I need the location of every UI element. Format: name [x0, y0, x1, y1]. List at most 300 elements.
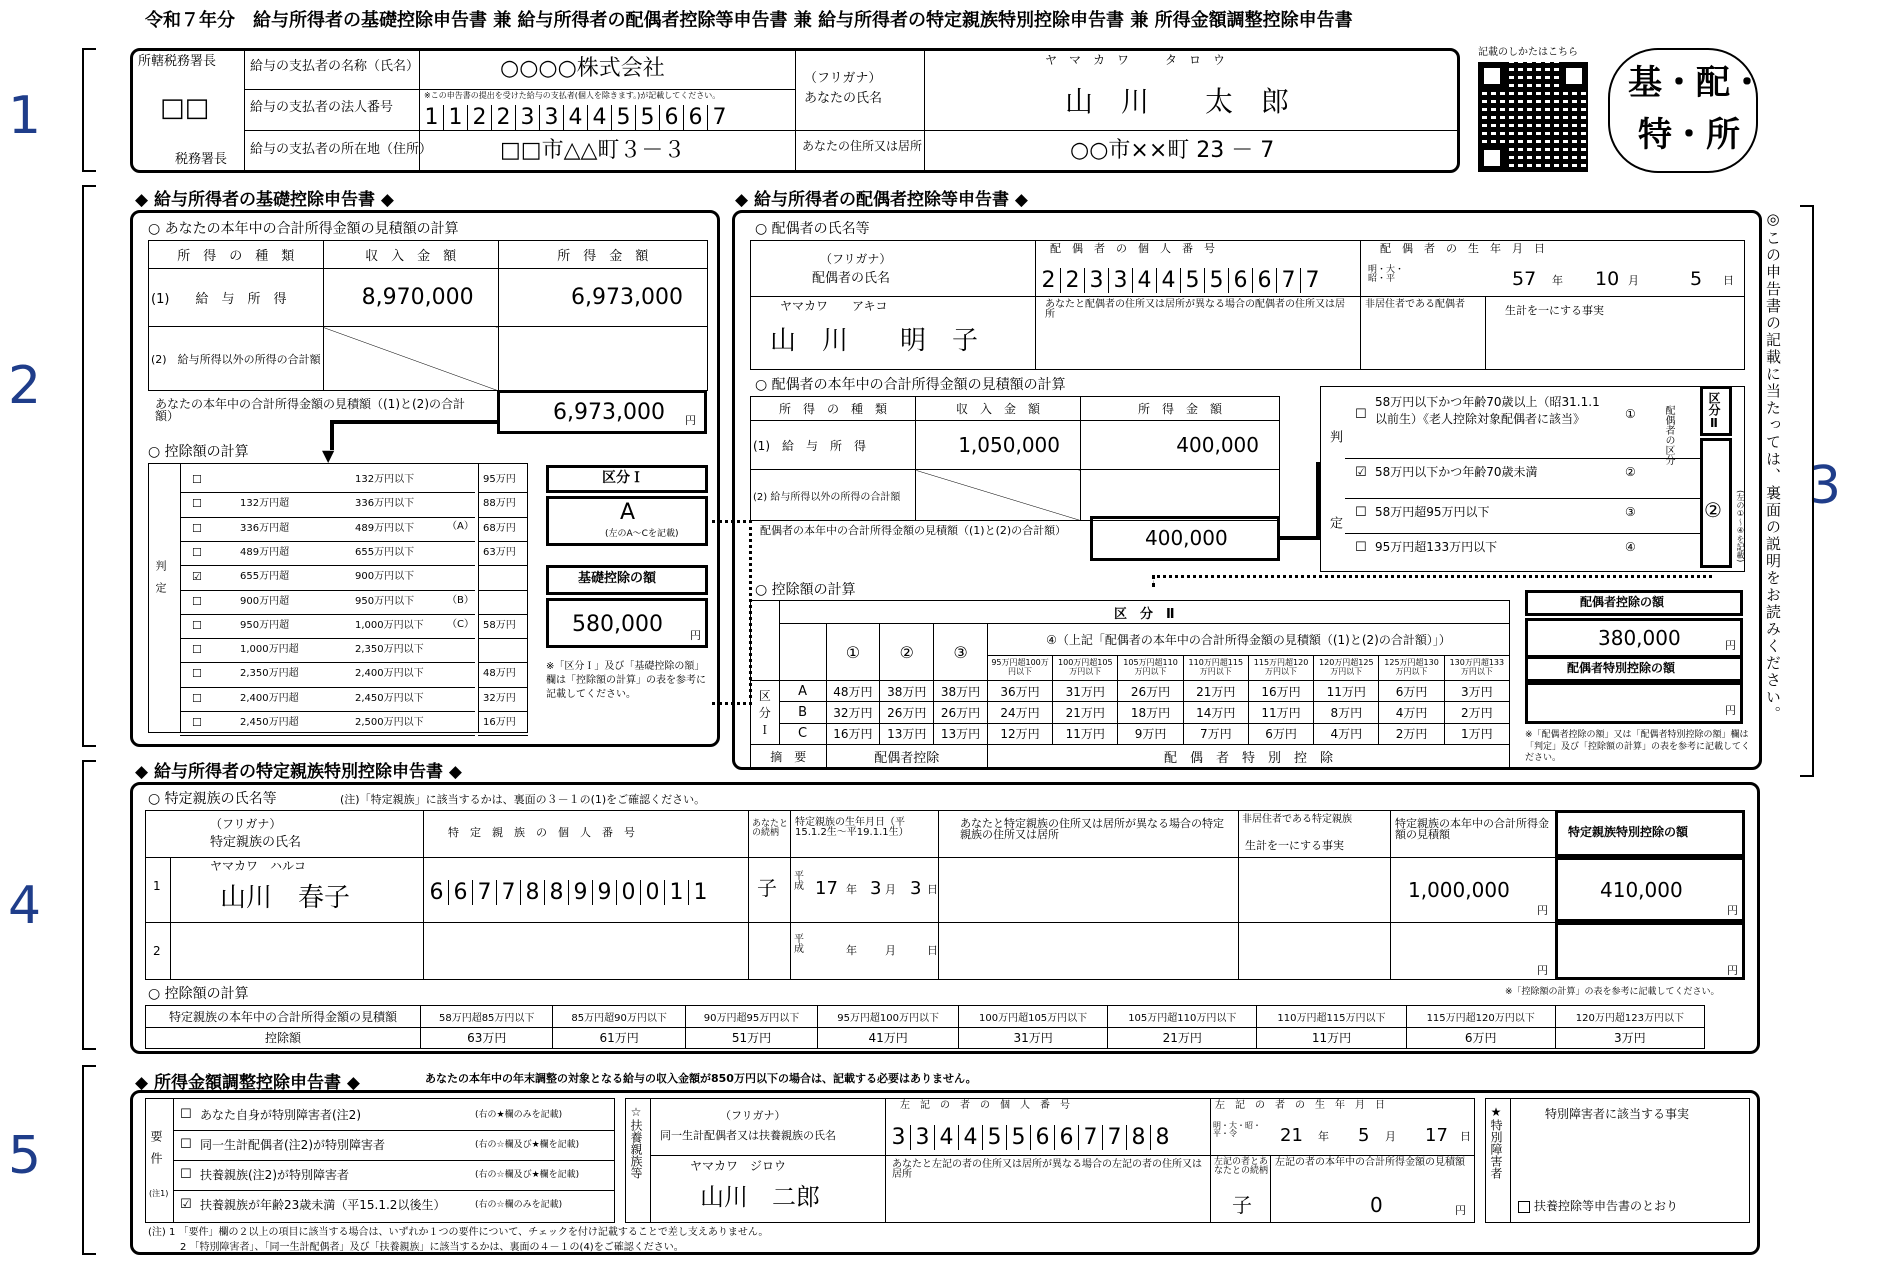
spouse-mynumber[interactable] — [1037, 268, 1357, 294]
relative-furigana-label: （フリガナ） — [210, 817, 282, 831]
spouse-calc-cell: 32万円 — [826, 702, 880, 723]
basic-range-checkbox[interactable]: ☑ — [192, 570, 202, 584]
adjust-tokubetsu-label: 特別障害者に該当する事実 — [1545, 1107, 1690, 1121]
section-number-2: 2 — [8, 356, 42, 416]
corp-digit[interactable]: 2 — [468, 105, 492, 130]
basic-range-to: 2,350万円以下 — [355, 644, 424, 656]
basic-range-amount: 58万円 — [483, 619, 516, 631]
spouse-note: ※「配偶者控除の額」又は「配偶者特別控除の額」欄は「判定」及び「控除額の計算」の表を参考に記載してください。 — [1525, 730, 1751, 764]
section-number-1: 1 — [8, 86, 42, 146]
spouse-calc-cell: 21万円 — [1053, 702, 1118, 723]
adjust-heading-note: あなたの本年中の年末調整の対象となる給与の収入金額が850万円以下の場合は、記載する必要はありません。 — [425, 1072, 977, 1085]
kiso-value[interactable]: 580,000 — [572, 612, 663, 637]
basic-class-label: （B） — [447, 595, 474, 606]
basic-heading: ◆ 給与所得者の基礎控除申告書 ◆ — [135, 190, 394, 210]
spouse-mynumber-digit[interactable]: 5 — [1181, 268, 1205, 293]
relative-addr-label: あなたと特定親族の住所又は居所が異なる場合の特定親族の住所又は居所 — [960, 817, 1224, 841]
relative-income-label: 特定親族の本年中の合計所得金額の見積額 — [1395, 817, 1549, 841]
spouse-calc-cell: 4万円 — [1314, 723, 1379, 744]
relative-r2-hi: 日 — [927, 944, 938, 957]
spouse-judge-row: 58万円以下かつ年齢70歳未満 — [1375, 465, 1538, 479]
relative-calc-amount: 41万円 — [818, 1027, 959, 1049]
payer-name-value[interactable]: ○○○○株式会社 — [500, 56, 665, 81]
basic-range-amount: 68万円 — [483, 522, 516, 534]
relative-mynumber-digit[interactable]: 0 — [617, 880, 641, 905]
relative-sub1: ○ 特定親族の氏名等 — [148, 791, 277, 807]
adjust-mynumber-digit[interactable]: 6 — [1055, 1125, 1079, 1150]
adjust-dob-month[interactable]: 5 — [1358, 1125, 1370, 1146]
basic-range-amount: 88万円 — [483, 498, 516, 510]
kubun1-label: 区分Ｉ — [602, 470, 644, 486]
kubun1-note: (左のA～Cを記載) — [605, 529, 679, 539]
relative-r1-kana[interactable]: ヤマカワ ハルコ — [210, 859, 307, 873]
spouse-calc-range: 130万円超133万円以下 — [1444, 655, 1509, 680]
adjust-dob-day[interactable]: 17 — [1425, 1125, 1448, 1146]
spouse-sub1: ○ 配偶者の氏名等 — [755, 221, 870, 237]
relative-sub1-note: (注)「特定親族」に該当するかは、裏面の３－１の(1)をご確認ください。 — [340, 793, 706, 806]
adjust-dob-year[interactable]: 21 — [1280, 1125, 1303, 1146]
basic-total-value[interactable]: 6,973,000 — [553, 400, 665, 425]
basic-range-checkbox[interactable]: ☐ — [192, 545, 202, 559]
haigusha-koujo-value[interactable]: 380,000 — [1598, 626, 1681, 650]
spouse-calc-cell: 6万円 — [1248, 723, 1313, 744]
relative-calc-range: 85万円超90万円以下 — [553, 1006, 685, 1028]
corp-digit[interactable]: 6 — [660, 105, 684, 130]
basic-range-amount: 48万円 — [483, 668, 516, 680]
basic-range-checkbox[interactable]: ☐ — [192, 473, 202, 486]
adjust-mynumber-digit[interactable]: 5 — [983, 1125, 1007, 1150]
spouse-mynumber-digit[interactable]: 2 — [1061, 268, 1085, 293]
basic-range-to: 2,400万円以下 — [355, 668, 424, 680]
adjust-req-note: (右の★欄のみを記載) — [475, 1110, 563, 1120]
spouse-calc-cell: 7万円 — [1183, 723, 1248, 744]
spouse-row1-income[interactable]: 1,050,000 — [916, 421, 1081, 470]
bracket-1 — [82, 48, 96, 172]
section-number-5: 5 — [8, 1126, 42, 1186]
adjust-mynumber-digit[interactable]: 8 — [1155, 1125, 1170, 1150]
spouse-mynumber-digit[interactable]: 6 — [1253, 268, 1277, 293]
tokubetsu-label: 配偶者特別控除の額 — [1567, 661, 1676, 675]
spouse-dob-day[interactable]: 5 — [1690, 268, 1703, 290]
adjust-dob-label: 左 記 の 者 の 生 年 月 日 — [1215, 1100, 1385, 1111]
adjust-mynumber-label: 左 記 の 者 の 個 人 番 号 — [900, 1100, 1070, 1111]
basic-range-checkbox[interactable]: ☐ — [192, 618, 202, 632]
corp-digit[interactable]: 2 — [492, 105, 516, 130]
spouse-calc-cell: 26万円 — [934, 702, 988, 723]
spouse-calc-cell: 6万円 — [1379, 681, 1444, 702]
basic-range-from: 900万円超 — [240, 595, 290, 607]
basic-note: ※「区分Ｉ」及び「基礎控除の額」欄は「控除額の計算」の表を参考に記載してください。 — [546, 661, 706, 700]
relative-calc-range: 90万円超95万円以下 — [685, 1006, 817, 1028]
spouse-calc-col4-head: ④（上記「配偶者の本年中の合計所得金額の見積額（(1)と(2)の合計額）」） — [987, 624, 1509, 656]
corp-digit[interactable]: 4 — [564, 105, 588, 130]
furigana-label: （フリガナ） — [804, 71, 882, 86]
relative-calc-amount: 63万円 — [421, 1027, 553, 1049]
spouse-calc-cell: 1万円 — [1444, 723, 1509, 744]
spouse-mynumber-digit[interactable]: 4 — [1133, 268, 1157, 293]
adjust-fuyou-check[interactable]: 扶養控除等申告書のとおり — [1518, 1200, 1678, 1213]
adjust-mynumber-digit[interactable]: 4 — [935, 1125, 959, 1150]
adjust-mynumber-digit[interactable]: 8 — [1127, 1125, 1151, 1150]
relative-r1-koujo-yen: 円 — [1727, 904, 1738, 917]
adjust-heading: ◆ 所得金額調整控除申告書 ◆ — [135, 1073, 360, 1093]
basic-range-to: 336万円以下 — [355, 498, 415, 510]
spouse-calc-cell: 31万円 — [1053, 681, 1118, 702]
corp-digit[interactable]: 3 — [516, 105, 540, 130]
spouse-mynumber-digit[interactable]: 6 — [1229, 268, 1253, 293]
adjust-req-label: 扶養親族が年齢23歳未満（平15.1.2以後生） — [200, 1198, 446, 1212]
basic-row1-income[interactable]: 8,970,000 — [323, 269, 498, 327]
adjust-req-note: (右の☆欄及び★欄を記載) — [475, 1170, 580, 1180]
relative-calc-range: 110万円超115万円以下 — [1257, 1006, 1406, 1028]
relative-r1-year[interactable]: 17 — [815, 878, 838, 899]
spouse-mynumber-digit[interactable]: 5 — [1205, 268, 1229, 293]
spouse-dob-month[interactable]: 10 — [1595, 268, 1620, 290]
adjust-mynumber-digit[interactable]: 7 — [1103, 1125, 1127, 1150]
spouse-calc-cell: 16万円 — [826, 723, 880, 744]
adjust-mynumber-digit[interactable]: 3 — [911, 1125, 935, 1150]
adjust-mynumber-digit[interactable]: 6 — [1031, 1125, 1055, 1150]
spouse-judge-checkbox[interactable]: ☑ — [1355, 465, 1367, 480]
your-name-label: あなたの氏名 — [804, 91, 883, 106]
spouse-dob-label: 配 偶 者 の 生 年 月 日 — [1380, 242, 1545, 255]
basic-range-from: 489万円超 — [240, 546, 290, 558]
adjust-mynumber-digit[interactable]: 7 — [1079, 1125, 1103, 1150]
relative-mynumber-digit[interactable]: 1 — [693, 880, 708, 905]
relative-r1-income[interactable]: 1,000,000 — [1408, 878, 1510, 902]
corp-digit[interactable]: 1 — [420, 105, 444, 130]
haigusha-koujo-label: 配偶者控除の額 — [1580, 595, 1665, 609]
corp-digit[interactable]: 5 — [612, 105, 636, 130]
spouse-nen: 年 — [1552, 274, 1563, 287]
spouse-calc-cell: 48万円 — [826, 681, 880, 702]
basic-range-from: 950万円超 — [240, 619, 290, 631]
adjust-req-label: あなた自身が特別障害者(注2) — [200, 1108, 361, 1122]
spouse-judge-num: ③ — [1625, 505, 1636, 519]
basic-range-checkbox[interactable]: ☐ — [192, 716, 202, 729]
bracket-2 — [82, 185, 96, 747]
relative-koujo-label: 特定親族特別控除の額 — [1568, 825, 1689, 839]
office-label: 所轄税務署長 — [138, 54, 217, 69]
spouse-calc-range: 110万円超115万円以下 — [1183, 655, 1248, 680]
relative-mynumber-label: 特 定 親 族 の 個 人 番 号 — [448, 826, 635, 839]
adjust-req-checkbox[interactable]: ☐ — [180, 1137, 192, 1152]
relative-sub2: ○ 控除額の計算 — [148, 986, 249, 1002]
spouse-calc-cell: 13万円 — [934, 723, 988, 744]
spouse-calc-cell: 2万円 — [1379, 723, 1444, 744]
spouse-calc-cell: 4万円 — [1379, 702, 1444, 723]
spouse-furigana-label: （フリガナ） — [820, 252, 892, 266]
basic-range-from: 2,350万円超 — [240, 668, 299, 680]
adjust-mynumber-digit[interactable]: 3 — [887, 1125, 911, 1150]
adjust-income-value[interactable]: 0 — [1370, 1193, 1383, 1217]
payer-name-label: 給与の支払者の名称（氏名） — [250, 59, 420, 74]
adjust-mynumber-digit[interactable]: 5 — [1007, 1125, 1031, 1150]
relative-r1-income-yen: 円 — [1537, 904, 1548, 917]
basic-sub2: ○ 控除額の計算 — [148, 444, 249, 460]
spouse-total-label: 配偶者の本年中の合計所得金額の見積額（(1)と(2)の合計額） — [760, 524, 1067, 537]
basic-range-to: 489万円以下 — [355, 522, 415, 534]
corp-digit[interactable]: 5 — [636, 105, 660, 130]
relative-koujo-box-2[interactable] — [1555, 922, 1745, 980]
relative-r2-koujo-yen: 円 — [1727, 964, 1738, 977]
spouse-calc-range: 95万円超100万円以下 — [987, 655, 1052, 680]
spouse-judge-num: ④ — [1625, 540, 1636, 554]
kubun2-value[interactable]: ② — [1704, 498, 1722, 522]
relative-mynumber-digit[interactable]: 0 — [641, 880, 665, 905]
relative-mynumber-digit[interactable]: 7 — [473, 880, 497, 905]
adjust-hi: 日 — [1460, 1130, 1471, 1143]
relative-calc-range: 95万円超100万円以下 — [818, 1006, 959, 1028]
adjust-mynumber-digit[interactable]: 4 — [959, 1125, 983, 1150]
spouse-calc-cell: 8万円 — [1314, 702, 1379, 723]
corp-digit[interactable]: 4 — [588, 105, 612, 130]
basic-range-to: 950万円以下 — [355, 595, 415, 607]
basic-range-to: 1,000万円以下 — [355, 619, 424, 631]
relative-dob-label: 特定親族の生年月日（平15.1.2生～平19.1.1生） — [795, 817, 909, 838]
spouse-judge-checkbox[interactable]: ☐ — [1355, 540, 1367, 555]
spouse-sub3: ○ 控除額の計算 — [755, 582, 856, 598]
spouse-judge-row: 58万円超95万円以下 — [1375, 505, 1490, 519]
basic-range-to: 900万円以下 — [355, 571, 415, 583]
relative-r1-rel[interactable]: 子 — [757, 876, 777, 900]
spouse-calc-cell: 13万円 — [880, 723, 934, 744]
relative-calc-amount: 21万円 — [1108, 1027, 1257, 1049]
spouse-dob-year[interactable]: 57 — [1512, 268, 1537, 290]
basic-hantei: 判 定 — [154, 560, 167, 593]
spouse-income-table: 所 得 の 種 類 収 入 金 額 所 得 金 額 (1) 給 与 所 得 1,050,000 400,000 (2) 給与所得以外の所得の合計額 — [750, 396, 1280, 521]
spouse-calc-cell: 3万円 — [1444, 681, 1509, 702]
basic-range-to: 2,450万円以下 — [355, 692, 424, 704]
haigusha-koujo-yen: 円 — [1725, 639, 1736, 652]
relative-rel-label: あなたとの続柄 — [752, 819, 789, 838]
spouse-mynumber-digit[interactable]: 7 — [1305, 268, 1320, 293]
adjust-mynumber[interactable] — [887, 1125, 1207, 1151]
basic-range-to: 655万円以下 — [355, 546, 415, 558]
payer-corp-number[interactable] — [420, 105, 790, 129]
basic-range-from: 336万円超 — [240, 522, 290, 534]
relative-mynumber-digit[interactable]: 9 — [593, 880, 617, 905]
spouse-hi: 日 — [1723, 274, 1734, 287]
basic-range-from: 132万円超 — [240, 498, 290, 510]
spouse-tsuki: 月 — [1628, 274, 1639, 287]
relative-mynumber-digit[interactable]: 9 — [569, 880, 593, 905]
basic-range-checkbox[interactable]: ☐ — [192, 667, 202, 681]
basic-range-amount: 63万円 — [483, 546, 516, 558]
adjust-star-label: ☆扶養親族等 — [629, 1105, 643, 1179]
basic-range-amount: 32万円 — [483, 692, 516, 704]
basic-income-table: 所 得 の 種 類 収 入 金 額 所 得 金 額 (1) 給 与 所 得 8,970,000 6,973,000 (2) 給与所得以外の所得の合計額 — [148, 240, 708, 391]
bracket-4 — [82, 760, 96, 1050]
spouse-kana[interactable]: ヤマカワ アキコ — [780, 299, 888, 313]
spouse-calc-range: 120万円超125万円以下 — [1314, 655, 1379, 680]
basic-range-checkbox[interactable]: ☐ — [192, 691, 202, 705]
spouse-calc-cell: 9万円 — [1118, 723, 1183, 744]
adjust-req-checkbox[interactable]: ☐ — [180, 1107, 192, 1122]
spouse-judge-checkbox[interactable]: ☐ — [1355, 505, 1367, 520]
corp-digit[interactable]: 1 — [444, 105, 468, 130]
relative-mynumber-digit[interactable]: 8 — [521, 880, 545, 905]
spouse-calc-cell: 11万円 — [1053, 723, 1118, 744]
adjust-rel-label: 左記の者とあなたとの続柄 — [1214, 1157, 1269, 1176]
relative-calc-amount: 6万円 — [1406, 1027, 1555, 1049]
relative-r1-koujo[interactable]: 410,000 — [1600, 878, 1683, 902]
spouse-calc-range: 125万円超130万円以下 — [1379, 655, 1444, 680]
corp-digit[interactable]: 3 — [540, 105, 564, 130]
basic-range-from: 655万円超 — [240, 571, 290, 583]
your-addr-label: あなたの住所又は居所 — [802, 139, 923, 153]
relative-calc-range: 58万円超85万円以下 — [421, 1006, 553, 1028]
spouse-calc-col: ③ — [934, 624, 988, 681]
spouse-mynumber-digit[interactable]: 4 — [1157, 268, 1181, 293]
basic-range-from: 1,000万円超 — [240, 644, 299, 656]
office-suffix: 税務署長 — [175, 152, 228, 167]
spouse-calc-cell: 24万円 — [987, 702, 1052, 723]
adjust-income-label: 左記の者の本年中の合計所得金額の見積額 — [1275, 1157, 1465, 1168]
relative-r2-tsuki: 月 — [885, 944, 896, 957]
spouse-addr-diff-label: あなたと配偶者の住所又は居所が異なる場合の配偶者の住所又は居所 — [1045, 299, 1345, 320]
spouse-calc-range: 115万円超120万円以下 — [1248, 655, 1313, 680]
spouse-judge-side: 配偶者の区分 — [1663, 405, 1674, 465]
adjust-youken-note: (注1) — [149, 1189, 169, 1198]
relative-calc-amount: 51万円 — [685, 1027, 817, 1049]
relative-calc-amount: 3万円 — [1555, 1027, 1704, 1049]
spouse-calc-cell: 26万円 — [880, 702, 934, 723]
spouse-judge-row: 58万円以下かつ年齢70歳以上（昭31.1.1以前生）《老人控除対象配偶者に該当》 — [1375, 395, 1600, 426]
payer-addr-label: 給与の支払者の所在地（住所） — [250, 142, 433, 157]
basic-arrow-head: ▼ — [322, 446, 335, 465]
tokubetsu-box[interactable] — [1525, 682, 1743, 724]
relative-r1-mynumber[interactable] — [425, 880, 745, 906]
basic-range-checkbox[interactable]: ☐ — [192, 497, 202, 511]
relative-r1-nen: 年 — [846, 883, 857, 896]
relative-sub2-note: ※「控除額の計算」の表を参考に記載してください。 — [1505, 987, 1720, 997]
corp-digit[interactable]: 6 — [684, 105, 708, 130]
adjust-rel-value[interactable]: 子 — [1232, 1193, 1252, 1217]
adjust-kana[interactable]: ヤマカワ ジロウ — [690, 1159, 787, 1173]
basic-range-checkbox[interactable]: ☐ — [192, 643, 202, 657]
kubun1-value[interactable]: A — [620, 500, 636, 525]
spouse-mynumber-label: 配 偶 者 の 個 人 番 号 — [1050, 242, 1215, 255]
section-number-3: 3 — [1808, 456, 1842, 516]
corp-digit[interactable]: 7 — [712, 105, 727, 130]
adjust-tsuki: 月 — [1385, 1130, 1396, 1143]
spouse-total-value[interactable]: 400,000 — [1145, 526, 1228, 550]
your-name-kana[interactable]: ヤ マ カ ワ タ ロ ウ — [1045, 53, 1226, 67]
spouse-judge-row: 95万円超133万円以下 — [1375, 540, 1498, 554]
basic-class-label: （C） — [447, 619, 474, 630]
spouse-calc-cell: 38万円 — [934, 681, 988, 702]
adjust-req-label: 扶養親族(注2)が特別障害者 — [200, 1168, 349, 1182]
relative-r2-no: 2 — [153, 944, 161, 958]
relative-r1-day[interactable]: 3 — [910, 878, 922, 899]
form-title: 令和７年分 給与所得者の基礎控除申告書 兼 給与所得者の配偶者控除等申告書 兼 給与所得者の特定親族特別控除申告書 兼 所得金額調整控除申告書 — [145, 10, 1353, 31]
spouse-calc-table: 区 分 Ⅱ ① ② ③ ④（上記「配偶者の本年中の合計所得金額の見積額（(1)と(2)の合計額）」） 95万円超100万円以下 100万円超105万円以下 105万円超110万円以下 110万円超115万円以下 115万円超120万円以下 120万円超125万円以下 125万円超130万円以下 130万円超133万円以下 区分Ｉ A 48万円 38万円 38万円 36万円 31万円 26万円 21万円 16万円 11万円 6万円 3万円 B 32万円 26万円 26万円 24万円 21万円 18万円 14万円 11万円 8万円 4万円 2万円 C 16万円 13万円 13万円 12万円 11万円 9万円 7万円 6万円 4万円 2万円 1万円 摘 要 配偶者控除 配 偶 者 特 別 控 除 — [750, 600, 1510, 770]
spouse-judge-checkbox[interactable]: ☐ — [1355, 407, 1367, 422]
tokubetsu-yen: 円 — [1725, 704, 1736, 717]
spouse-sub2: ○ 配偶者の本年中の合計所得金額の見積額の計算 — [755, 377, 1066, 393]
relative-r2-income-yen: 円 — [1537, 964, 1548, 977]
payer-corp-label: 給与の支払者の法人番号 — [250, 100, 394, 115]
relative-mynumber-digit[interactable]: 6 — [425, 880, 449, 905]
relative-r2-era: 平成 — [794, 934, 804, 955]
bracket-5 — [82, 1065, 96, 1255]
basic-range-checkbox[interactable]: ☐ — [192, 594, 202, 608]
basic-total-yen: 円 — [685, 414, 696, 427]
bracket-3 — [1800, 205, 1814, 777]
adjust-req-label: 同一生計配偶者(注2)が特別障害者 — [200, 1138, 385, 1152]
relative-r1-name[interactable]: 山川 春子 — [220, 883, 351, 913]
spouse-name[interactable]: 山 川 明 子 — [770, 326, 979, 356]
relative-calc-range: 100万円超105万円以下 — [959, 1006, 1108, 1028]
spouse-judge-num: ② — [1625, 465, 1636, 479]
badge-line1: 基・配・ — [1628, 63, 1764, 103]
relative-calc-range: 120万円超123万円以下 — [1555, 1006, 1704, 1028]
office-value[interactable]: □□ — [160, 93, 210, 123]
adjust-req-checkbox[interactable]: ☐ — [180, 1167, 192, 1182]
spouse-calc-rowkey: C — [779, 723, 826, 744]
relative-r1-month[interactable]: 3 — [870, 878, 882, 899]
spouse-calc-range: 105万円超110万円以下 — [1118, 655, 1183, 680]
spouse-calc-cell: 26万円 — [1118, 681, 1183, 702]
fuyou-checkbox[interactable] — [1518, 1201, 1530, 1213]
relative-mynumber-digit[interactable]: 7 — [497, 880, 521, 905]
basic-range-from: 2,400万円超 — [240, 692, 299, 704]
relative-r1-no: 1 — [153, 879, 161, 893]
adjust-name-label: 同一生計配偶者又は扶養親族の氏名 — [660, 1129, 836, 1142]
spouse-mynumber-digit[interactable]: 2 — [1037, 268, 1061, 293]
spouse-mynumber-digit[interactable]: 3 — [1109, 268, 1133, 293]
relative-mynumber-digit[interactable]: 1 — [665, 880, 689, 905]
kiso-yen: 円 — [690, 629, 701, 642]
spouse-era: 明・大・昭・平 — [1368, 265, 1405, 284]
adjust-youken-label: 要件 — [149, 1130, 163, 1174]
basic-total-label: あなたの本年中の合計所得金額の見積額（(1)と(2)の合計額） — [155, 397, 465, 423]
adjust-req-checkbox[interactable]: ☑ — [180, 1197, 192, 1212]
spouse-calc-cell: 2万円 — [1444, 702, 1509, 723]
adjust-tokubetsu-side: ★特別障害者 — [1489, 1105, 1503, 1179]
basic-row2-shotoku[interactable] — [498, 327, 707, 391]
basic-range-from: 2,450万円超 — [240, 717, 299, 728]
basic-range-checkbox[interactable]: ☐ — [192, 521, 202, 535]
kiso-label: 基礎控除の額 — [578, 571, 657, 586]
relative-r1-era: 平成 — [794, 871, 804, 892]
badge-line2: 特・所 — [1638, 115, 1740, 155]
spouse-mynumber-digit[interactable]: 7 — [1277, 268, 1301, 293]
relative-mynumber-digit[interactable]: 6 — [449, 880, 473, 905]
spouse-row1-shotoku[interactable]: 400,000 — [1081, 421, 1280, 470]
basic-range-to: 132万円以下 — [355, 474, 415, 485]
adjust-furigana-label: （フリガナ） — [720, 1109, 786, 1122]
spouse-arrow — [1280, 462, 1320, 540]
spouse-mynumber-digit[interactable]: 3 — [1085, 268, 1109, 293]
your-name[interactable]: 山 川 太 郎 — [1065, 85, 1290, 118]
adjust-name[interactable]: 山川 二郎 — [700, 1183, 820, 1211]
spouse-calc-cell: 18万円 — [1118, 702, 1183, 723]
relative-mynumber-digit[interactable]: 8 — [545, 880, 569, 905]
spouse-calc-rowkey: B — [779, 702, 826, 723]
basic-range-amount: 95万円 — [483, 474, 516, 485]
basic-row1-shotoku[interactable]: 6,973,000 — [498, 269, 707, 327]
basic-sub1: ○ あなたの本年中の合計所得金額の見積額の計算 — [148, 221, 459, 237]
spouse-dotted-arrow — [1152, 575, 1712, 587]
payer-addr-value[interactable]: □□市△△町３－３ — [500, 138, 686, 163]
your-addr[interactable]: ○○市××町 23 － 7 — [1070, 138, 1275, 163]
kubun2-label: 区分Ⅱ — [1707, 392, 1721, 430]
qr-code-icon[interactable] — [1478, 62, 1588, 172]
relative-calc-row1-label: 特定親族の本年中の合計所得金額の見積額 — [146, 1006, 421, 1028]
adjust-nen: 年 — [1318, 1130, 1329, 1143]
